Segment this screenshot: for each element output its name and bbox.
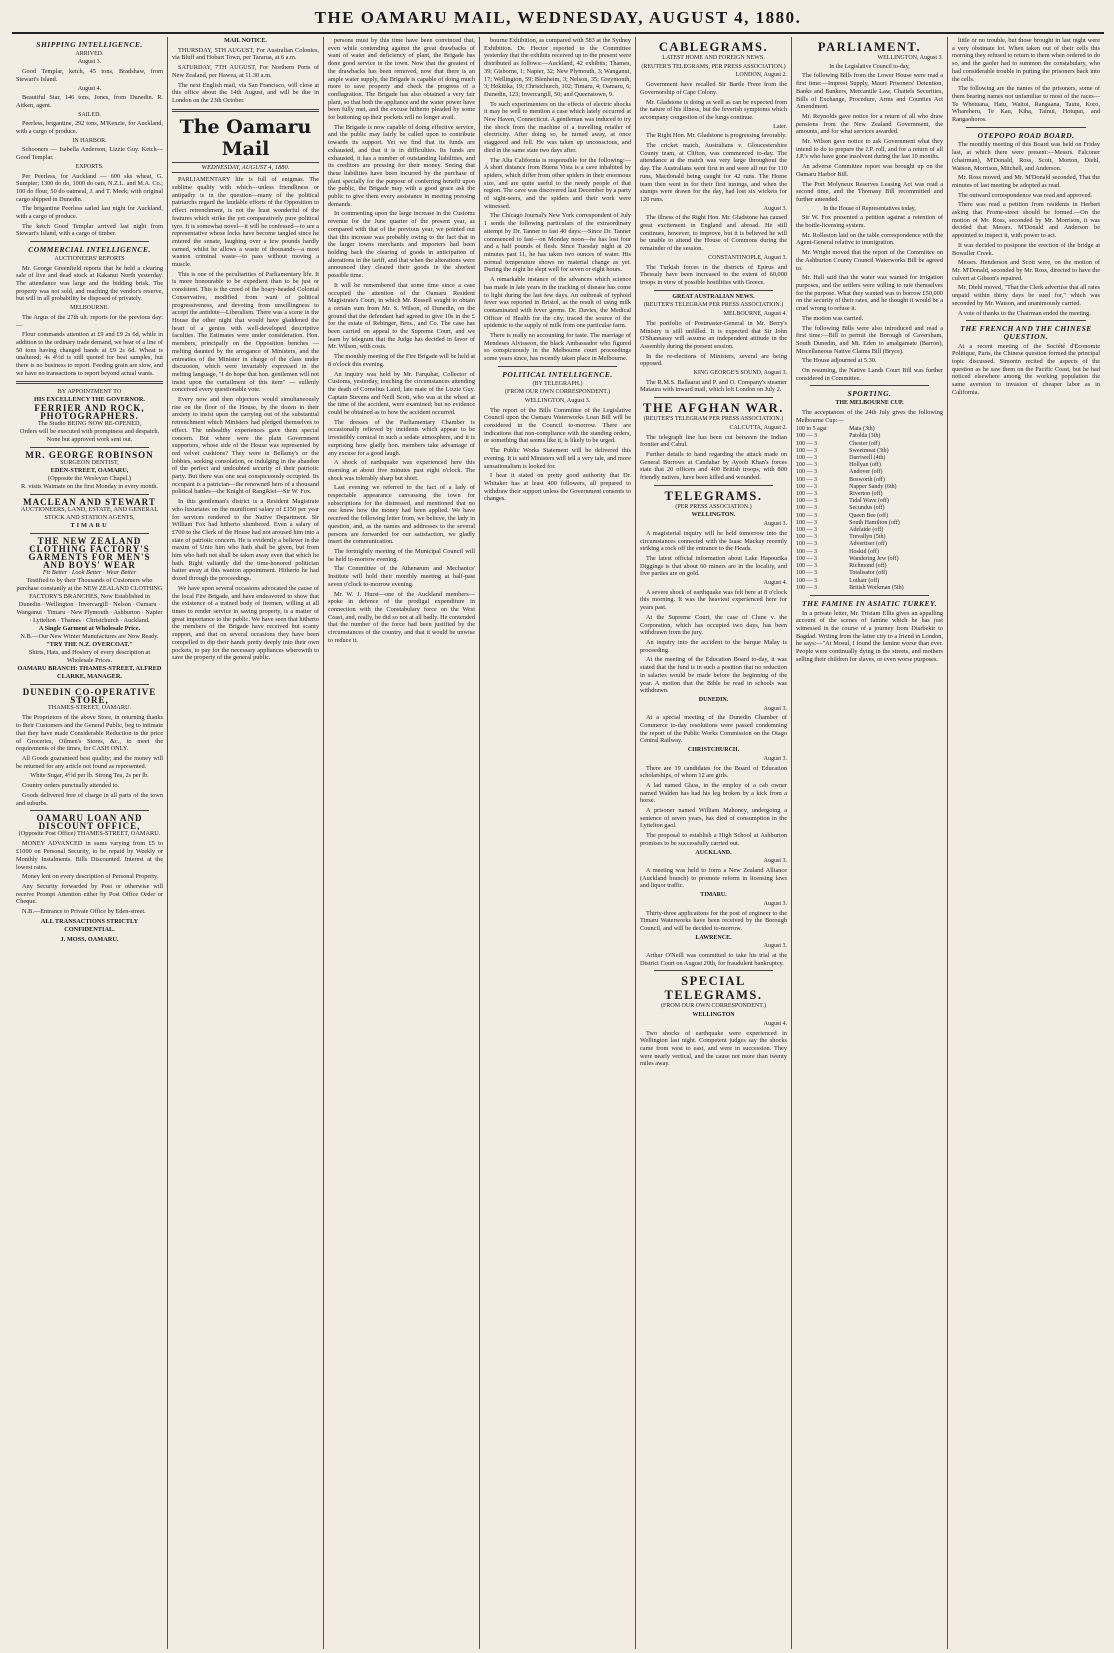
news-paragraph: In commenting upon the large increase in the Customs revenue for the June quarter of the present year, as compared with that of the previous year, we pointed out that this increase was probably owing to the fact that in the larger towns merchants and importers had been holding back the clearing of goods in anticipation of alterations in the tariff, and that when the alterations were announced they cleared their goods in the shortest possible time. (328, 210, 475, 280)
parliament-item: The Port Molyneux Reserves Leasing Act was read a second time, and the Thomasy Bill recommitted and further amended. (796, 180, 943, 203)
telegram-item: The proposal to establish a High School at Ashburton promises to be successfully carried out. (640, 832, 787, 847)
betting-horse: Wandering Jew (off) (849, 555, 899, 562)
betting-odds: 100 — 3 (796, 498, 817, 505)
betting-horse: Secundus (off) (849, 505, 885, 512)
column-5 (636, 37, 792, 1649)
divider (30, 494, 149, 495)
arrival-item: Good Templar, ketch, 45 tons, Bradshaw, from Stewart's Island. (16, 68, 163, 83)
divider (654, 970, 773, 971)
betting-horse: Sweetmeat (3th) (849, 447, 889, 454)
divider (172, 109, 319, 112)
betting-row (796, 441, 943, 448)
sailed-item: Peerless, brigantine, 292 tons, M'Kenzie, for Auckland, with a cargo of produce. (16, 120, 163, 136)
australian-news-subheading: (REUTER'S TELEGRAM PER PRESS ASSOCIATION.) (643, 302, 784, 309)
betting-row (796, 484, 943, 491)
telegram-item: The latest official information about Lake Hapourika Diggings is that about 60 miners are in the locality, and five parties are on gold. (640, 554, 787, 578)
export-item: The ketch Good Templar arrived last night from Stewart's Island, with a cargo of timber. (16, 222, 163, 238)
dateline: August 3. (763, 205, 787, 212)
parliament-item: Mr. Hall said that the water was wanted for irrigation purposes, and the settlers were willing to rate themselves for the purpose. What they wanted was to borrow £50,000 on the security of their rates, and he thought it would be a cruel wrong to refuse it. (796, 274, 943, 313)
ad-title: DUNEDIN CO-OPERATIVE STORE, (22, 687, 157, 706)
cable-item: The illness of the Right Hon. Mr. Gladstone has caused great excitement in England and abroad. He still continues, however, to improve, but it is believed he will be unable to attend the House of Commons during the remainder of the session. (640, 214, 787, 253)
divider (810, 385, 929, 386)
sporting-heading: SPORTING. (847, 389, 892, 399)
dateline: August 3. (763, 705, 787, 712)
telegram-item: Thirty-three applications for the post of engineer to the Timaru Waterworks have been received by the Borough Council, and will be decided to-morrow. (640, 909, 787, 932)
news-paragraph: The report of the Bills Committee of the Legislative Council upon the Oamaru Waterworks Loan Bill will be considered in the Council to-morrow. There are indications that non-compliance with the standing orders, or something that seems like it, is likely to be urged. (484, 406, 631, 445)
betting-odds: 100 — 3 (796, 570, 817, 577)
column-1 (12, 37, 168, 1649)
divider (30, 447, 149, 448)
news-paragraph: I hear it stated on pretty good authority that Dr. Whitaker has at least 400 followers, all prepared to withdraw their support unless the Government consents to changes. (484, 472, 631, 503)
afghan-war-subheading: (REUTER'S TELEGRAM PER PRESS ASSOCIATION.) (643, 416, 784, 423)
in-harbor-heading: IN HARBOR. (72, 137, 107, 144)
cablegrams-subheading: LATEST HOME AND FOREIGN NEWS. (662, 55, 765, 61)
market-report: Flour commands attention at £9 and £9 2s 6d, while in addition to the ordinary trade demand, we hear of a line of 50 tons having changed hands at £9 2s 6d. Wheat is unaltered; 4s 4½d is still quoted for best samples, but there is no business to report. Feeding grain are slow, and we have no transactions to report beyond actual wants. (16, 331, 163, 377)
betting-horse: Napper Sandy (6th) (849, 483, 897, 490)
divider (30, 810, 149, 811)
cable-item: Mr. Gladstone is doing as well as can be expected from the nature of his illness, but the feverish symptoms which accompany congestion of the lungs continue. (640, 98, 787, 121)
betting-odds: 100 — 3 (796, 440, 817, 447)
ad-body: Any Security forwarded by Post or otherwise will receive Prompt Attention either by Post Office Order or Cheque. (16, 882, 163, 906)
ad-line: THAMES-STREET, OAMARU. (47, 704, 132, 712)
betting-odds: 100 — 3 (796, 519, 817, 526)
harbor-item: Schooners — Isabella Anderson, Lizzie Guy. Ketch—Good Templar. (16, 146, 163, 162)
betting-row (796, 513, 943, 520)
divider (30, 533, 149, 534)
betting-horse: Mata (3th) (849, 426, 875, 433)
masthead (12, 6, 1104, 34)
appointment-ad (16, 388, 163, 444)
news-paragraph: The Brigade is now capable of doing effective service, and the public may fairly be called upon to contribute towards its support. Yet we find that its funds are exhausted, and that it is in difficulties. Its funds are exhausted, it has a number of outstanding liabilities, and its creditors are pressing for their money. Seeing that these liabilities have been incurred by the purchase of plant specially for the purpose of conferring benefit upon the public, the Brigade may with a good grace ask the public to give them every assistance in meeting pressing demands. (328, 123, 475, 208)
place-heading: TIMARU. (700, 892, 727, 899)
export-item: Per Peerless, for Auckland — 600 sks wheat, G. Sumpter; 1300 do do, 1000 do oats, N.Z.L. and M.A. Co.; 100 do flour, 50 do oatmeal, J. and T. Meek; with original cargo shipped in Dunedin. (16, 172, 163, 203)
cable-item: Government have recalled Sir Bartle Frere from the Governorship of Cape Colony. (640, 81, 787, 96)
news-paragraph: Mr. W. J. Hurst—one of the Auckland members—spoke in defence of the prodigal expenditure in connection with the Constabulary force on the West Coast, and, really, he did so not at all badly. He contended that the number of the force had been justified by the circumstances of the country, and that it would be unwise to reduce it. (328, 590, 475, 644)
place-heading: WELLINGTON (692, 1012, 735, 1019)
ad-line: White Sugar, 4½d per lb. Strong Tea, 2s per lb. (30, 772, 149, 780)
column-4 (480, 37, 636, 1649)
news-paragraph: The Chicago Journal's New York correspondent of July 1 sends the following particulars of the extraordinary attempt by Dr. Tanner to fast 40 days:—Since Dr. Tanner commenced to fast—on Monday noon—he has lost four and a half pounds of flesh. Since Tuesday night at 20 minutes past 11, he has taken two ounces of water. His normal temperature shows no material change as yet. During the night he slept well for seven or eight hours. (484, 212, 631, 274)
dateline: MELBOURNE, August 4. (723, 311, 787, 318)
news-paragraph: A remarkable instance of the advances which science has made in late years in the tracking of disease has come to light during the last few days. An outbreak of typhoid fever was reported in Bristol, as the result of using milk contaminated with fever germs. Dr. Davies, the Medical Officer of Health for the city, traced the source of the epidemic to the supply of milk from one particular farm. (484, 276, 631, 330)
betting-row (796, 469, 943, 476)
betting-odds: 100 — 3 (796, 491, 817, 498)
dateline: August 3. (763, 521, 787, 528)
parliament-item: An adverse Committee report was brought up on the Oamaru Harbor Bill. (796, 163, 943, 178)
place-heading: WELLINGTON. (691, 512, 736, 519)
betting-odds: 100 — 3 (796, 563, 817, 570)
parliament-subheading: In the House of Representatives today, (823, 205, 916, 212)
betting-row (796, 570, 943, 577)
ad-line: Orders will be executed with promptness and despatch. None but approved work sent out. (19, 428, 160, 444)
news-paragraph: The following are the names of the prisoners, some of them bearing names not unfamiliar to most of the races—Te Whetuana, Hatu, Waitoi, Rangaana, Tautu, Koro, Whareheru, Te Kau, Kiha, Tainui, Hotupai, and Rangaohoros. (952, 85, 1100, 124)
political-subheading: (BY TELEGRAPH.) (532, 380, 583, 387)
news-paragraph: To such experimenters on the effects of electric shocks it may be well to mention a case which lately occurred at New Haven, Connecticut. A gentleman was induced to try the shock from the machine of a travelling retailer of electricity. After doing so, he turned away, at once staggered and fell. He was taken up unconscious, and died in the same state two days after. (484, 100, 631, 154)
betting-horse: Lothair (off) (849, 577, 880, 584)
melbourne-cup-heading: THE MELBOURNE CUP. (835, 400, 904, 407)
news-paragraph: The monthly meeting of the Fire Brigade will be held at 8 o'clock this evening. (328, 353, 475, 368)
dateline: Later. (773, 123, 787, 130)
betting-horse: Hoskid (off) (849, 548, 879, 555)
road-board-heading: OTEPOPO ROAD BOARD. (977, 130, 1075, 140)
betting-odds: 100 — 3 (796, 541, 817, 548)
road-board-item: It was decided to postpone the erection of the bridge at Bowaller Creek. (952, 241, 1100, 257)
cable-item: The R.M.S. Ballaarat and P. and O. Company's steamer Mataura with inward mail, which left London on July 2. (640, 378, 787, 394)
dentist-ad (16, 451, 163, 491)
commercial-heading: COMMERCIAL INTELLIGENCE. (28, 245, 151, 255)
columns (12, 37, 1104, 1649)
ad-line: N.B.—Our New Winter Manufactures are Now Ready. (20, 633, 159, 641)
betting-row (796, 549, 943, 556)
divider (654, 397, 773, 398)
road-board-item: The outward correspondence was read and approved. (958, 191, 1093, 199)
betting-horse: British Workman (5th) (849, 584, 904, 591)
arrived-heading: ARRIVED. (75, 50, 104, 57)
betting-horse: Andover (off) (849, 469, 883, 476)
betting-horse: Trevallyn (5th) (849, 534, 886, 541)
betting-row (796, 541, 943, 548)
ad-body: Goods delivered free of charge in all parts of the town and suburbs. (16, 792, 163, 807)
place-heading: CHRISTCHURCH. (687, 747, 740, 754)
ad-line: Shirts, Hats, and Hosiery of every description at Wholesale Prices. (28, 649, 151, 665)
divider (966, 320, 1086, 321)
cable-item: The Turkish forces in the districts of Epirus and Thessaly have been increased to the extent of 60,000 troops in view of possible hostilities with Greece. (640, 263, 787, 286)
road-board-item: The monthly meeting of this Board was held on Friday last, at which there were present:—Messrs. Falconer (chairman), M'Donald, Ross, Scott, Morton, Diehl, Watson, Morrison, Mitchell, and Anderson. (952, 141, 1100, 172)
betting-horse: Totalisator (off) (849, 570, 888, 577)
ad-body: N.B.—Entrance to Private Office by Eden-street. (22, 908, 146, 916)
betting-odds: 100 to 5 agst (796, 426, 827, 433)
mail-notice-heading: MAIL NOTICE. (224, 38, 267, 44)
place-heading: LAWRENCE. (695, 934, 732, 941)
cable-item: In the re-elections of Ministers, several are being opposed. (640, 352, 787, 368)
telegram-item: There are 19 candidates for the Board of Education scholarships, of whom 12 are girls. (640, 764, 787, 780)
mail-notice-item: SATURDAY, 7TH AUGUST, For Northern Ports of New Zealand, per Hawea, at 11.30 a.m. (172, 64, 319, 79)
betting-odds: 100 — 3 (796, 505, 817, 512)
betting-odds: 100 — 3 (796, 534, 817, 541)
editorial-paragraph: Every now and then objectors would simultaneously rise on the floor of the House, by the dozen in their anxiety to insist upon the carrying out of the substantial retrenchment which Ministers had pledged themselves to effect. The unhealthy experiences gave them special concern. But where were the plain Government supporters, whose side of the House was represented by red velvet cushions? They were in Bellamy's or the lobbies, seeking consolation, or indulging in the abandon of the perfect and undoubted security of their patriotic party. But there was one seat conspicuously occupied. Its occupant is a patrician—the renowned hero of a thousand political battles—the Knight of Rangikiei—Sir W. Fox. (172, 396, 319, 496)
auctioneers-heading: AUCTIONEERS' REPORTS (54, 255, 125, 262)
dateline: August 3. (763, 900, 787, 907)
news-paragraph: The Committee of the Athenæum and Mechanics' Institute will hold their monthly meeting at half-past seven o'clock to-morrow evening. (328, 565, 475, 588)
telegram-item: Two shocks of earthquake were experienced in Wellington last night. Competent judges say the shocks came from west to east, and were in succession. They were nearly vertical, and the cause not more than twenty miles away. (640, 1029, 787, 1068)
dateline: August 3. (763, 858, 787, 865)
news-paragraph: The dresses of the Parliamentary Chamber is occasionally relieved by incidents which appear to be irresistibly comical in such a sedate atmosphere, and it is surprising how gladly hon. members take advantage of any excuse for a good laugh. (328, 418, 475, 457)
divider (654, 290, 773, 291)
news-paragraph: bourne Exhibition, as compared with 583 at the Sydney Exhibition. Dr. Hector reported to the Committee yesterday that the exhibits received up to the present were distributed as follows:—Auckland, 42 exhibits; Thames, 39; Gisborne, 1; Napier, 32; New Plymouth, 3; Wanganui, 17; Wellington, 59; Blenheim, 3; Nelson, 35; Greymouth, 3; Hokitika, 19; Christchurch, 102; Timaru, 4; Oamaru, 6; Dunedin, 123; Invercargill, 50; and Queenstown, 9. (484, 37, 631, 98)
ad-line: OAMARU BRANCH: THAMES-STREET, ALFRED CLARKE, MANAGER. (17, 665, 162, 681)
special-telegrams-heading: SPECIAL TELEGRAMS. (664, 974, 763, 1003)
ad-line: BY APPOINTMENT TO (57, 388, 122, 396)
betting-row (796, 578, 943, 585)
column-3 (324, 37, 480, 1649)
divider (966, 127, 1086, 128)
betting-odds: 100 — 3 (796, 476, 817, 483)
divider (30, 684, 149, 685)
road-board-item: There was read a petition from residents in Herbert asking that Frome-street should be formed.—On the motion of Mr. Ross, seconded by Mr. Morrison, it was decided that Messrs. M'Donald and Anderson be appointed to inspect it, with power to act. (952, 201, 1100, 240)
editorial-paragraph: In this gentleman's district is a Resident Magistrate who luxuriates on the munificent salary of £150 per year for services rendered to the Native Department. Sir William Fox had hitherto slumbered. Even a salary of £700 to the Clerk of the House had not aroused him into a state of patriotic concern. He is evidently a believer in the maxim of Unto him who hath shall be given, but from him who hath not shall be taken away even that which he hath. Right valiantly did the time-honored politician batter away at this wanton appointment. Hitherto he had dozed through the proceedings. (172, 498, 319, 583)
political-heading: POLITICAL INTELLIGENCE. (502, 369, 613, 379)
ad-title: MR. GEORGE ROBINSON (25, 450, 154, 461)
news-paragraph: little or no trouble, but those brought in last night were a very obstinate lot. When taken out of their cells this morning they refused to return to them when ordered to do so, and the gaoler had to summon the constabulary, who had considerable trouble in putting the prisoners back into the cells. (952, 37, 1100, 83)
editorial-paragraph: We have upon several occasions advocated the cause of the local Fire Brigade, and have endeavored to show that the existence of a trained body of firemen, willing at all times to render service in saving property, is a matter of great importance to the public. We have seen that hitherto the members of the Brigade have received but scanty support, and that on several occasions they have been compelled to dip their hands pretty deeply into their own pockets, to pay for the necessary appliances wherewith to save the property of the general public. (172, 584, 319, 662)
parliament-item: The following Bills were also introduced and read a first time:—Bill to permit the Borough of Caversham, South Dunedin, and Mt. Eden to amalgamate (Barron), Miscellaneous Native Claims Bill (Bryce). (796, 324, 943, 355)
divider (810, 595, 929, 596)
telegram-item: At the meeting of the Education Board to-day, it was stated that the fund is in such a position that no reduction in salaries would be made before the beginning of the year. A motion that the Bible be read in schools was withdrawn. (640, 656, 787, 695)
divider (498, 366, 617, 367)
betting-odds: 100 — 3 (796, 483, 817, 490)
cable-item: The portfolio of Postmaster-General in Mr. Berry's Ministry is still unfilled. It is expected that Sir John O'Shannassy will assume an independent attitude in the Assembly during the present session. (640, 319, 787, 350)
auction-report: Mr. George Greenfield reports that he held a clearing sale of live and dead stock at Kakanui North yesterday. The attendance was large and the bidding brisk. The property was not sold, and reaching the vendor's reserve, but will in all probability be disposed of privately. (16, 264, 163, 303)
dateline: August 4. (763, 1020, 787, 1027)
ad-body: Money lent on every description of Personal Property. (22, 873, 159, 881)
ad-line: TIMARU (70, 522, 109, 530)
clothing-ad (16, 537, 163, 681)
parliament-item: Mr. Reynolds gave notice for a return of all who draw pensions from the New Zealand Government, the amounts, and for what services awarded. (796, 112, 943, 136)
road-board-item: Messrs. Henderson and Scott were, on the motion of Mr. M'Donald, seconded by Mr. Ross, directed to have the culvert at Gibson's repaired. (952, 259, 1100, 282)
news-paragraph: persons must by this time have been convinced that, even while contending against the great drawbacks of want of water and deficiency of plant, the Brigade has done good service in the town. Now that the greatest of the drawbacks has been removed, now that there is an ample water supply, the Brigade is capable of doing much more to save property and check the progress of a conflagration. The Brigade has also obtained a very fair plant, so that both the appliance and the water power have been fully met, and the excuse hitherto pleaded by some for buttoning up their pockets will no longer avail. (328, 37, 475, 122)
editorial-dateline: WEDNESDAY, AUGUST 4, 1880. (172, 162, 319, 174)
australian-news-heading: GREAT AUSTRALIAN NEWS. (672, 293, 755, 300)
cablegrams-heading: CABLEGRAMS. (658, 40, 769, 54)
place-heading: AUCKLAND. (695, 849, 732, 856)
parliament-item: The House adjourned at 5.30. (802, 357, 877, 365)
dateline: CALCUTTA, August 2. (729, 424, 787, 431)
date-aug4: August 4. (77, 85, 102, 92)
ad-line: AUCTIONEERS, LAND, ESTATE, AND GENERAL STOCK AND STATION AGENTS, (20, 506, 159, 522)
exports-heading: EXPORTS. (75, 163, 104, 170)
parliament-item: Sir W. Fox presented a petition against a retention of the bottle-licensing system. (796, 214, 943, 230)
telegram-item: An inquiry into the accident to the barque Malay is proceeding. (640, 639, 787, 654)
betting-row (796, 585, 943, 592)
parliament-heading: PARLIAMENT. (817, 40, 922, 54)
parliament-item: Mr. Rolleston laid on the table correspondence with the Agent-General relative to immigration. (796, 231, 943, 247)
news-paragraph: At a recent meeting of the Société d'Economie Politique, Paris, the Chinese question formed the principal topic discussed. Simonin recited the aspects of the question as he saw them on the Pacific Coast, but he had noticed elsewhere among the working population the same aversion to invasion of cheaper labor as in California. (952, 342, 1100, 396)
betting-horse: Queen Bee (off) (849, 512, 889, 519)
betting-horse: Hollyan (off) (849, 462, 881, 469)
parliament-item: Mr. Wright moved that the report of the Committee on the Ashburton County Council Waterworks Bill be agreed to. (796, 249, 943, 272)
ad-title: THE NEW ZEALAND CLOTHING FACTORY'S GARMENTS FOR MEN'S AND BOYS' WEAR (28, 536, 151, 571)
sailed-heading: SAILED. (78, 111, 101, 118)
masthead-title: THE OAMARU MAIL, WEDNESDAY, AUGUST 4, 1880. (314, 8, 802, 27)
mail-notice-item: The next English mail, via San Francisco, will close at this office about the 14th August, and will be due in London on the 23th October. (172, 81, 319, 104)
betting-row (796, 477, 943, 484)
mail-notice-item: THURSDAY, 5TH AUGUST, For Australian Colonies, via Bluff and Hobart Town, per Tararua, at 6 a.m. (172, 46, 319, 62)
coop-store-ad (16, 688, 163, 712)
melbourne-heading: MELBOURNE. (70, 305, 109, 312)
column-6 (792, 37, 948, 1649)
betting-odds: 100 — 3 (796, 462, 817, 469)
parliament-item: On resuming, the Native Lands Court Bill was further considered in Committee. (796, 367, 943, 382)
betting-row (796, 505, 943, 512)
dateline: LONDON, August 2. (735, 72, 787, 79)
column-7 (948, 37, 1104, 1649)
betting-odds: 100 — 3 (796, 584, 817, 591)
telegram-item: A lad named Glass, in the employ of a cab owner named Walden has had his leg broken by a kick from a horse. (640, 781, 787, 805)
ad-body: Country orders punctually attended to. (22, 782, 120, 790)
editorial-paragraph: PARLIAMENTARY life is full of enigmas. The sublime quality with which—unless friendliness or antipathy is in the question—many of the political patriarchs regard the laudable efforts of the Opposition to effect retrenchment, is not the least wonderful of the features which strike the yet comparatively pure political tyro. It is somewhat novel—it will be confessed—to see a representative whose locks have become tangled since he entered the senate, laughing over a few pounds hardly earned, whilst he allows a waste of thousands—a most wanton criminal waste—to pass without moving a muscle. (172, 176, 319, 269)
betting-odds: 100 — 3 (796, 447, 817, 454)
ad-title: MACLEAN AND STEWART (23, 497, 156, 508)
telegram-item: A prisoner named William Mahoney, undergoing a sentence of seven years, has died of consumption in the Lyttelton gaol. (640, 807, 787, 830)
telegram-item: At a special meeting of the Dunedin Chamber of Commerce to-day resolutions were passed condemning the report of the Public Works Commission on the Otago Central Railway. (640, 714, 787, 745)
news-paragraph: There is really no accounting for taste. The marriage of Mendeses Alvisseon, the black Ambassador who figured so conspicuously in the Melbourne court proceedings some years since, has recently taken place in Melbourne. (484, 332, 631, 363)
ad-line: (Opposite Post Office) THAMES-STREET, OAMARU. (18, 830, 161, 838)
cable-item: The cricket match, Australians v. Gloucestershire County team, at Clifton, was commenced to-day. The attendance at the match was very large throughout the day. The Australians went first in and were all out for 110 runs, Macdonald being caught for 42 runs. The Home team then went in for their first innings, and when the stumps were drawn for the day, had lost six wickets for 120 runs. (640, 142, 787, 203)
cable-item: The Right Hon. Mr. Gladstone is progressing favorably. (646, 132, 787, 140)
french-chinese-heading: THE FRENCH AND THE CHINESE QUESTION. (960, 324, 1092, 341)
ad-line: (Opposite the Wesleyan Chapel.) (48, 475, 131, 483)
divider (30, 241, 149, 242)
road-board-item: Mr. Diehl moved, "That the Clerk advertise that all rates unpaid within thirty days be sued for," which was seconded by Mr. Watson, and unanimously carried. (952, 284, 1100, 307)
political-dateline: WELLINGTON, August 3. (524, 397, 591, 404)
betting-horse: Patolda (3th) (849, 433, 881, 440)
betting-odds: 100 — 3 (796, 433, 817, 440)
telegram-item: A severe shock of earthquake was felt here at 8 o'clock this morning. It was the heaviest experienced here for years past. (640, 588, 787, 612)
market-report: The Argus of the 27th ult. reports for the previous day:— (16, 313, 163, 329)
dateline: August 3. (763, 943, 787, 950)
shipping-heading: SHIPPING INTELLIGENCE. (36, 40, 143, 49)
ad-line: ALL TRANSACTIONS STRICTLY CONFIDENTIAL. (40, 917, 139, 933)
ad-line: Testified to by their Thousands of Customers who purchase constantly at the NEW ZEALAND CLOTHING FACTORY'S BRANCHES, Now Established in (16, 577, 163, 601)
famine-paragraph: In a private letter, Mr. Tristam Ellis gives an appalling account of the scenes of famine which he has just witnessed in the course of a journey from Diarbekir to Bagdad. Writing from the latter city to a friend in London, he says:—"At Mosul, I found the famine worse than ever. People were continually dying in the streets, and mothers selling their children for slaves, or even worse purposes. (796, 609, 943, 663)
dateline: CONSTANTINOPLE, August 3. (708, 254, 787, 261)
ad-line: Dunedin · Wellington · Invercargill · Nelson · Oamaru · Wanganui · Timaru · New Plymouth · Ashburton · Napier · Lyttelton · Thames · Christchurch · Auckland. (16, 601, 163, 625)
telegrams-subheading: (PER PRESS ASSOCIATION.) (675, 503, 752, 510)
column-2 (168, 37, 324, 1649)
ad-line: EDEN-STREET, OAMARU, (50, 467, 129, 475)
betting-odds: 100 — 3 (796, 512, 817, 519)
parliament-item: The following Bills from the Lower House were read a first time:—Imprest Supply, Maori Prisoners' Detention, Banks and Bankers, Mercantile Law, Chattels Securities, Bills of Exchange, Procedure, Arms and Counties Act Amendment. (796, 72, 943, 111)
betting-table (796, 426, 943, 592)
news-paragraph: It will be remembered that some time since a case occupied the attention of the Oamaru Resident Magistrate's Court, in which Mr. Russell sought to obtain a certain sum from Mr. S. Wilson, of Dunedin, on the ground that the defendant had agreed to give 10s in the £ for the estate of Rebinger, Bros., and Co. The case has been carried on appeal to the Supreme Court, and we learn by telegram that the Judge has decided in favor of Mr. Wilson, with costs. (328, 281, 475, 351)
dateline: WELLINGTON, August 3. (877, 55, 943, 61)
ad-line: HIS EXCELLENCY THE GOVERNOR. (34, 396, 145, 404)
betting-horse: South Hamilton (off) (849, 519, 900, 526)
road-board-item: Mr. Ross moved, and Mr. M'Donald seconded, That the minutes of last meeting be adopted as read. (952, 174, 1100, 189)
news-paragraph: An inquiry was held by Mr. Farquhar, Collector of Customs, yesterday, touching the circumstances attending the death of Cornelius Laird, late mate of the Lizzie Guy. Captain Stevens and Neill Scott, who was at the wheel at the time of the accident, were examined; but no evidence could be obtained as to how the accident occurred. (328, 370, 475, 417)
sporting-intro: The acceptances of the 24th July gives the following Melbourne Cup:— (796, 408, 943, 424)
dateline: KING GEORGE'S SOUND, August 3. (693, 370, 787, 377)
ad-line: Fit Better · Look Better · Wear Better (42, 569, 137, 577)
betting-horse: Riverton (off) (849, 491, 883, 498)
betting-odds: 100 — 3 (796, 455, 817, 462)
ad-title: OAMARU LOAN AND DISCOUNT OFFICE, (36, 813, 143, 832)
news-paragraph: The fortnightly meeting of the Municipal Council will be held to-morrow evening. (328, 548, 475, 563)
betting-odds: 100 — 3 (796, 577, 817, 584)
loan-office-ad (16, 814, 163, 838)
betting-row (796, 520, 943, 527)
editorial-masthead: The Oamaru Mail (179, 115, 312, 160)
famine-heading: THE FAMINE IN ASIATIC TURKEY. (802, 598, 937, 608)
dateline: August 4. (763, 580, 787, 587)
political-subheading: (FROM OUR OWN CORRESPONDENT.) (505, 389, 610, 396)
editorial-paragraph: This is one of the peculiarities of Parliamentary life. It is more honourable to be expedient than to be just or consistent. This is the creed of the hoary-headed Colonial Conservative, modified from want of political progressiveness, and devoting from unwillingness to accept the antidote—Liberalism. There was a scene in the House the other night that would have gladdened the heart of a genius with well-developed descriptive faculties. The Estimates were under consideration. Hon. members, principally on the Opposition benches — melting daunted by the arrogance of Ministers, and the entreaties of the Minister in charge of the class under discussion, which were invariably expressed in the melting language, "I do hope that hon. gentlemen will not insist upon the curtailment of this item" — sullenly conceived every questionable vote. (172, 270, 319, 394)
betting-horse: Darriwell (4th) (849, 455, 886, 462)
betting-row (796, 556, 943, 563)
betting-row (796, 448, 943, 455)
ad-line: "TRY THE N.Z. OVERCOAT." (46, 641, 133, 649)
betting-odds: 100 — 3 (796, 548, 817, 555)
cable-item: The telegraph line has been cut between the Indian frontier and Cabul. (640, 433, 787, 449)
telegrams-heading: TELEGRAMS. (664, 488, 763, 503)
cablegrams-subheading: (REUTER'S TELEGRAMS, PER PRESS ASSOCIATION.) (641, 63, 786, 70)
date-aug3: August 3. (77, 59, 102, 66)
telegram-item: A magisterial inquiry will be held tomorrow into the circumstances connected with the Isaac Mackay recently striking a rock off the entrance to the Heads. (640, 529, 787, 553)
ad-line: SURGEON DENTIST, (60, 459, 119, 467)
betting-horse: Bosworth (off) (849, 476, 885, 483)
parliament-subheading: In the Legislative Council to-day, (829, 63, 910, 70)
betting-odds: 100 — 3 (796, 527, 817, 534)
cable-item: Further details to hand regarding the attack made on General Burrows at Candahar by Ayoob Khan's forces state that 20 officers and 400 British troops, with 800 friendly natives, have been killed and wounded. (640, 450, 787, 482)
special-telegrams-subheading: (FROM OUR OWN CORRESPONDENT.) (661, 1003, 766, 1010)
ad-body: All Goods guaranteed best quality; and the money will be returned for any article not found as represented. (16, 754, 163, 770)
road-board-item: A vote of thanks to the Chairman ended the meeting. (958, 309, 1091, 317)
telegram-item: A meeting was held to form a New Zealand Alliance (Auckland branch) to promote reform in licensing laws and liquor traffic. (640, 866, 787, 890)
betting-row (796, 433, 943, 440)
ad-title: FERRIER AND ROCK, PHOTOGRAPHERS. (34, 403, 145, 422)
ad-body: MONEY ADVANCED in sums varying from £5 to £1000 on Personal Security, to be repaid by Weekly or Monthly Instalments. Bills Discounted. Interest at the lowest rates. (16, 840, 163, 871)
betting-horse: Richmond (off) (849, 563, 887, 570)
telegram-item: Arthur O'Neill was committed to take his trial at the District Court on August 20th, for fraudulent bankruptcy. (640, 952, 787, 967)
betting-horse: Advertiser (off) (849, 541, 887, 548)
betting-horse: Adelaide (off) (849, 527, 884, 534)
ad-line: R. visits Waimate on the first Monday in every month. (20, 483, 158, 491)
parliament-item: The motion was carried. (802, 314, 864, 322)
news-paragraph: The Alta California is responsible for the following:—A short distance from Buena Vista is a cave inhabited by spiders, which differ from other spiders in their enormous size, and are quite useful to the needy people of that region. The cave was discovered last December by a party of sight-seers, and the spiders and their work were witnessed. (484, 156, 631, 210)
auctioneer-ad (16, 498, 163, 530)
telegram-item: At the Supreme Court, the case of Clune v. the Corporation, which has occupied two days, has been withdrawn from the jury. (640, 613, 787, 637)
ad-line: J. MOSS, OAMARU. (60, 935, 119, 943)
betting-horse: Tidal Wave (off) (849, 498, 889, 505)
divider (16, 381, 163, 384)
betting-odds: 100 — 3 (796, 555, 817, 562)
news-paragraph: Last evening we referred to the fact of a lady of respectable appearance canvassing the town for subscriptions for the distressed, and mentioned that no one knew how the money had been applied. We have received the following letter from, we believe, the lady in question, and, as the names and addresses to the several persons are forwarded for our satisfaction, we gladly insert the communication. (328, 484, 475, 546)
ad-line: A Single Garment at Wholesale Price. (38, 625, 141, 633)
dateline: August 3. (763, 755, 787, 762)
divider (654, 485, 773, 486)
place-heading: DUNEDIN. (698, 696, 729, 703)
news-paragraph: A shock of earthquake was experienced here this morning at about five minutes past eight o'clock. The shock was tolerably sharp but short. (328, 459, 475, 482)
betting-odds: 100 — 3 (796, 469, 817, 476)
parliament-item: Mr. Wilson gave notice to ask Government what they intend to do to prepare the J.P. roll, and for a return of all J.P.'s who have gone insolvent during the last 10 months. (796, 138, 943, 161)
ad-line: The Studio BEING NOW RE-OPENED, (37, 420, 142, 428)
export-item: The brigantine Peerless sailed last night for Auckland, with a cargo of produce. (16, 205, 163, 221)
afghan-war-heading: THE AFGHAN WAR. (643, 401, 784, 416)
betting-horse: Chester (off) (849, 440, 880, 447)
news-paragraph: The Public Works Statement will be delivered this evening. It is said Ministers will tell a very tale, and more sensationalism is looked for. (484, 447, 631, 470)
ad-body: The Proprietors of the above Store, in returning thanks to their Customers and the General Public, beg to intimate that they have made Considerable Reduction in the price of Groceries, Oilmen's Stores, &c., to meet the requirements of the times, for CASH ONLY. (16, 714, 163, 753)
arrival-item: Beautiful Star, 146 tons, Jones, from Dunedin. R. Aitken, agent. (16, 94, 163, 109)
